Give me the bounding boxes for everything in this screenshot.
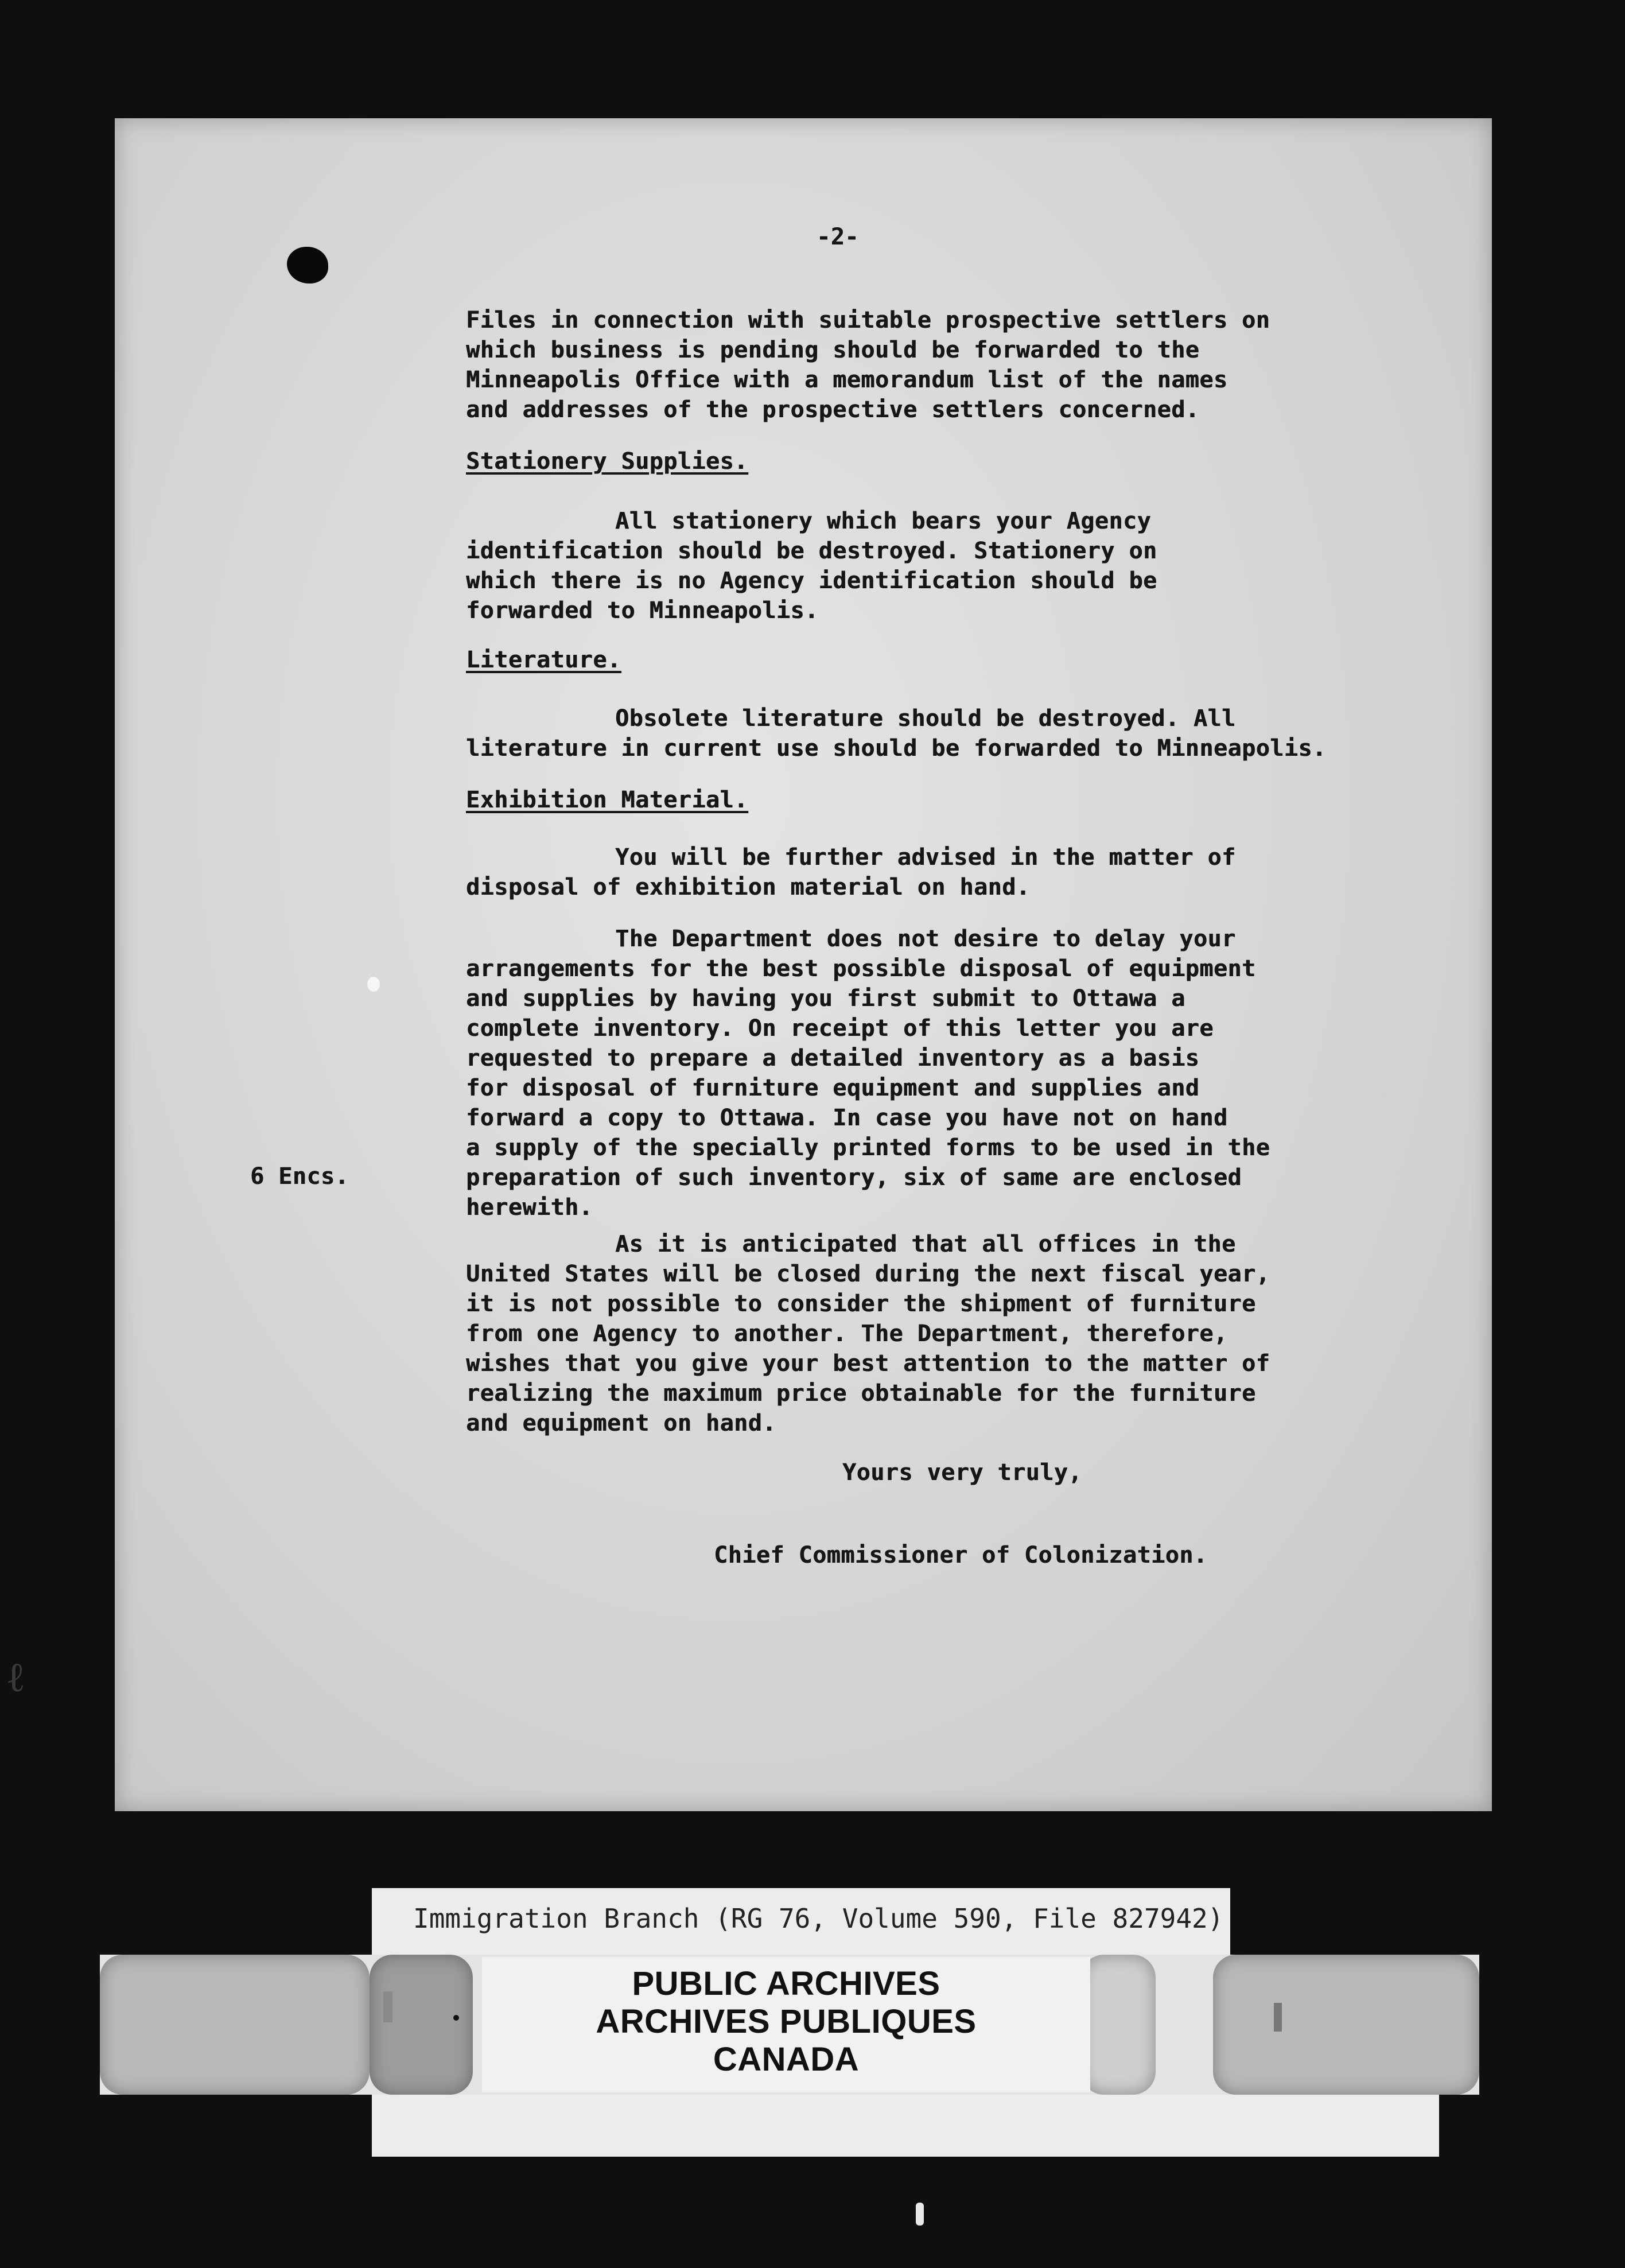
label-smudge bbox=[370, 1955, 473, 2095]
heading-literature: Literature. bbox=[466, 647, 621, 673]
archive-reference: Immigration Branch (RG 76, Volume 590, File 827942) bbox=[413, 1903, 1224, 1934]
paragraph-literature: Obsolete literature should be destroyed. All literature in current use should be forwarded to Minneapolis. bbox=[466, 705, 1327, 762]
label-mark bbox=[1274, 2003, 1282, 2032]
archives-stamp bbox=[482, 1957, 1090, 2092]
label-smudge bbox=[1081, 1955, 1156, 2095]
paragraph-department: The Department does not desire to delay your arrangements for the best possible disposal of equipment and supplies by having you first submit to Ottawa a complete inventory. On receipt of this letter you are requested to prepare a detailed inventory as a basis for disposal of furniture equipment and supplies and forward a copy to Ottawa. In case you have not on hand a supply of the specially printed forms to be used in the preparation of such inventory, six of same are enclosed herewith. bbox=[466, 926, 1270, 1221]
enclosures-note: 6 Encs. bbox=[250, 1163, 349, 1190]
page-number: -2- bbox=[817, 224, 859, 250]
archive-reference-label bbox=[372, 1888, 1230, 1955]
label-smudge bbox=[100, 1955, 370, 2095]
paragraph-anticipated: As it is anticipated that all offices in the United States will be closed during the next fiscal year, it is not possible to consider the shipment of furniture from one Agency to another. The Department, therefore, wishes that you give your best attention to the matter of realizing the maximum price obtainable for the furniture and equipment on hand. bbox=[466, 1231, 1270, 1436]
heading-stationery: Stationery Supplies. bbox=[466, 448, 748, 475]
paragraph-files: Files in connection with suitable prospective settlers on which business is pending should be forwarded to the Minneapolis Office with a memorandum list of the names and addresses of the prospective settlers concerned. bbox=[466, 307, 1270, 423]
film-speck bbox=[367, 977, 380, 992]
label-smudge bbox=[1213, 1955, 1479, 2095]
signature-title: Chief Commissioner of Colonization. bbox=[714, 1542, 1208, 1568]
closing: Yours very truly, bbox=[842, 1459, 1082, 1486]
label-dot bbox=[453, 2015, 459, 2021]
archive-blank-label bbox=[372, 2095, 1439, 2157]
stray-pencil-mark: ℓ bbox=[6, 1653, 26, 1701]
label-mark bbox=[383, 1991, 392, 2022]
stamp-line-3: CANADA bbox=[713, 2041, 860, 2078]
heading-exhibition: Exhibition Material. bbox=[466, 787, 748, 813]
paragraph-stationery: All stationery which bears your Agency identification should be destroyed. Stationery on which there is no Agency identification should be forwarded to Minneapolis. bbox=[466, 508, 1157, 624]
letter-page bbox=[115, 118, 1492, 1811]
paragraph-exhibition: You will be further advised in the matter of disposal of exhibition material on hand. bbox=[466, 844, 1236, 900]
film-scratch bbox=[916, 2203, 924, 2226]
stamp-line-2: ARCHIVES PUBLIQUES bbox=[596, 2003, 977, 2040]
punch-hole bbox=[287, 247, 328, 284]
stamp-line-1: PUBLIC ARCHIVES bbox=[632, 1965, 940, 2002]
